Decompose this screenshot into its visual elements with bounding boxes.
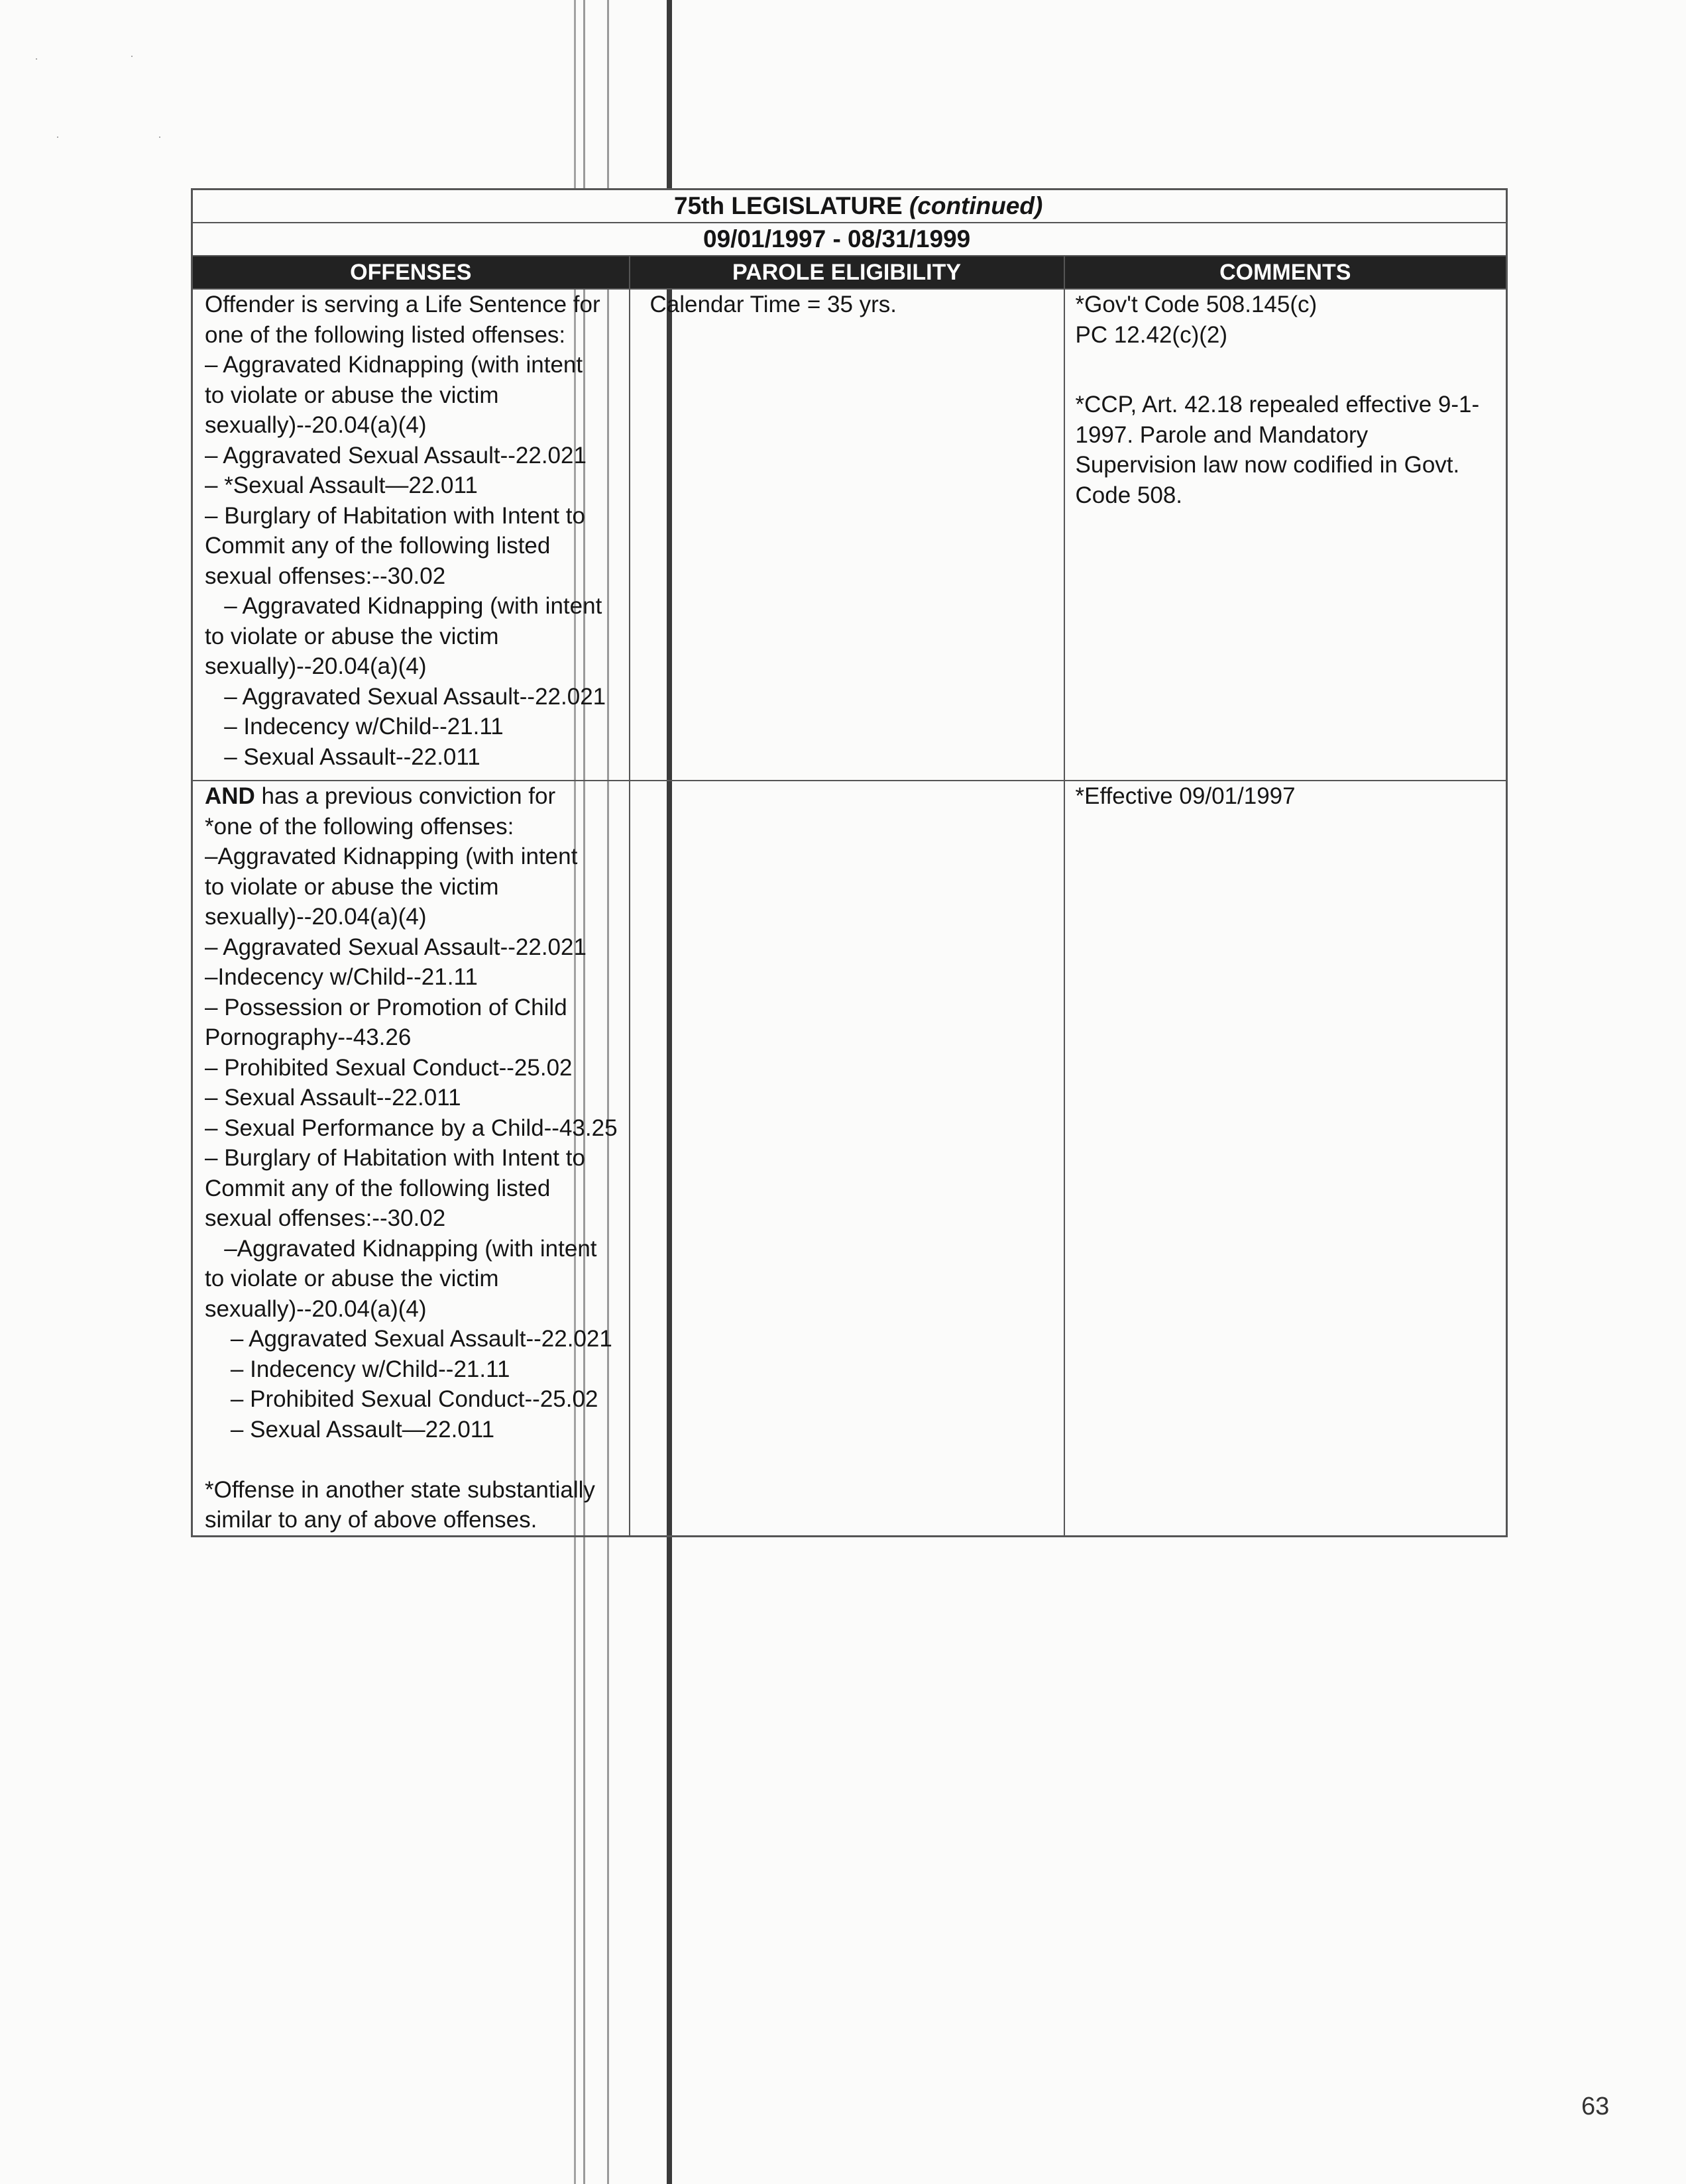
comment-citation: *Gov't Code 508.145(c) PC 12.42(c)(2) bbox=[1075, 292, 1318, 348]
offense-line: – Prohibited Sexual Conduct--25.02 bbox=[205, 1054, 573, 1081]
date-range bbox=[192, 223, 1507, 256]
offense-line: – Sexual Assault--22.011 bbox=[205, 1085, 461, 1111]
offense-line: to violate or abuse the victim bbox=[205, 382, 499, 408]
offense-line: –Aggravated Kidnapping (with intent bbox=[205, 1235, 597, 1262]
offense-line: *Offense in another state substantially bbox=[205, 1476, 595, 1503]
offense-line: – Aggravated Sexual Assault--22.021 bbox=[205, 683, 606, 710]
scan-speck: · bbox=[34, 52, 38, 65]
offenses-lead-rest: has a previous conviction for bbox=[254, 783, 556, 809]
offense-line: – Indecency w/Child--21.11 bbox=[205, 714, 504, 739]
offense-line: – Prohibited Sexual Conduct--25.02 bbox=[205, 1386, 598, 1412]
date-range-text: 09/01/1997 - 08/31/1999 bbox=[703, 225, 971, 252]
page-number: 63 bbox=[1581, 2093, 1610, 2120]
scan-speck: · bbox=[158, 130, 162, 143]
offenses-cell bbox=[192, 289, 630, 781]
offense-line: one of the following listed offenses: bbox=[205, 321, 566, 348]
offenses-text bbox=[193, 290, 629, 772]
comment-effective-date: *Effective 09/01/1997 bbox=[1075, 783, 1296, 809]
parole-eligibility-table bbox=[191, 188, 1508, 1537]
offense-line: – Sexual Performance by a Child--43.25 bbox=[205, 1115, 618, 1141]
parole-cell bbox=[630, 781, 1064, 1536]
header-comments: COMMENTS bbox=[1064, 256, 1507, 289]
scan-speck: · bbox=[56, 130, 60, 143]
offense-line: to violate or abuse the victim bbox=[205, 1266, 499, 1291]
offense-line: sexual offenses:--30.02 bbox=[205, 1205, 446, 1231]
scan-speck: · bbox=[130, 49, 134, 62]
offense-line: – Aggravated Kidnapping (with intent bbox=[205, 593, 602, 619]
offense-line: *one of the following offenses: bbox=[205, 813, 514, 840]
offense-line: Commit any of the following listed bbox=[205, 533, 551, 559]
offense-line: – Indecency w/Child--21.11 bbox=[205, 1356, 510, 1382]
offense-line: to violate or abuse the victim bbox=[205, 623, 499, 649]
offense-line: – Aggravated Sexual Assault--22.021 bbox=[205, 934, 587, 960]
offense-line: – Burglary of Habitation with Intent to bbox=[205, 502, 585, 529]
offense-line: Commit any of the following listed bbox=[205, 1175, 551, 1201]
offense-line: – Possession or Promotion of Child bbox=[205, 994, 567, 1020]
offense-line: – Aggravated Sexual Assault--22.021 bbox=[205, 1326, 612, 1352]
parole-cell bbox=[630, 289, 1064, 781]
table-row bbox=[192, 781, 1507, 1536]
offense-line: Offender is serving a Life Sentence for bbox=[205, 292, 600, 317]
offense-line: – Aggravated Kidnapping (with intent bbox=[205, 352, 583, 378]
offense-line: to violate or abuse the victim bbox=[205, 873, 499, 900]
offenses-text bbox=[193, 812, 629, 1535]
legislature-title-row bbox=[192, 190, 1507, 223]
column-header-row bbox=[192, 256, 1507, 289]
offense-line: –Aggravated Kidnapping (with intent bbox=[205, 844, 578, 869]
table-row bbox=[192, 289, 1507, 781]
offenses-cell bbox=[192, 781, 630, 1536]
offense-line: sexually)--20.04(a)(4) bbox=[205, 1295, 427, 1322]
offense-line: – Sexual Assault—22.011 bbox=[205, 1416, 495, 1443]
parole-text: Calendar Time = 35 yrs. bbox=[649, 292, 897, 317]
offenses-lead-bold: AND bbox=[205, 783, 255, 809]
spacer bbox=[1065, 350, 1506, 390]
offense-line: – Burglary of Habitation with Intent to bbox=[205, 1145, 585, 1171]
offense-line: – *Sexual Assault—22.011 bbox=[205, 472, 478, 498]
offense-line bbox=[205, 1445, 624, 1475]
offense-line: –Indecency w/Child--21.11 bbox=[205, 964, 478, 990]
offense-line: – Aggravated Sexual Assault--22.021 bbox=[205, 442, 587, 468]
title-main: 75th LEGISLATURE bbox=[674, 192, 903, 219]
offense-line: sexual offenses:--30.02 bbox=[205, 563, 446, 589]
date-range-row bbox=[192, 223, 1507, 256]
offense-line: similar to any of above offenses. bbox=[205, 1507, 537, 1533]
legislature-title bbox=[192, 190, 1507, 223]
offense-line: – Sexual Assault--22.011 bbox=[205, 743, 480, 770]
comments-cell bbox=[1064, 781, 1507, 1536]
comments-cell bbox=[1064, 289, 1507, 781]
comment-note: *CCP, Art. 42.18 repealed effective 9-1- 1997. Parole and Mandatory Supervision law now codified in Govt. Code 508. bbox=[1075, 392, 1480, 508]
offense-line: Pornography--43.26 bbox=[205, 1024, 412, 1050]
header-offenses: OFFENSES bbox=[192, 256, 630, 289]
offense-line: sexually)--20.04(a)(4) bbox=[205, 653, 427, 679]
offense-line: sexually)--20.04(a)(4) bbox=[205, 412, 427, 438]
offense-line: sexually)--20.04(a)(4) bbox=[205, 904, 427, 930]
title-continued: (continued) bbox=[909, 192, 1043, 219]
offenses-lead bbox=[193, 781, 629, 812]
header-parole-eligibility: PAROLE ELIGIBILITY bbox=[630, 256, 1064, 289]
